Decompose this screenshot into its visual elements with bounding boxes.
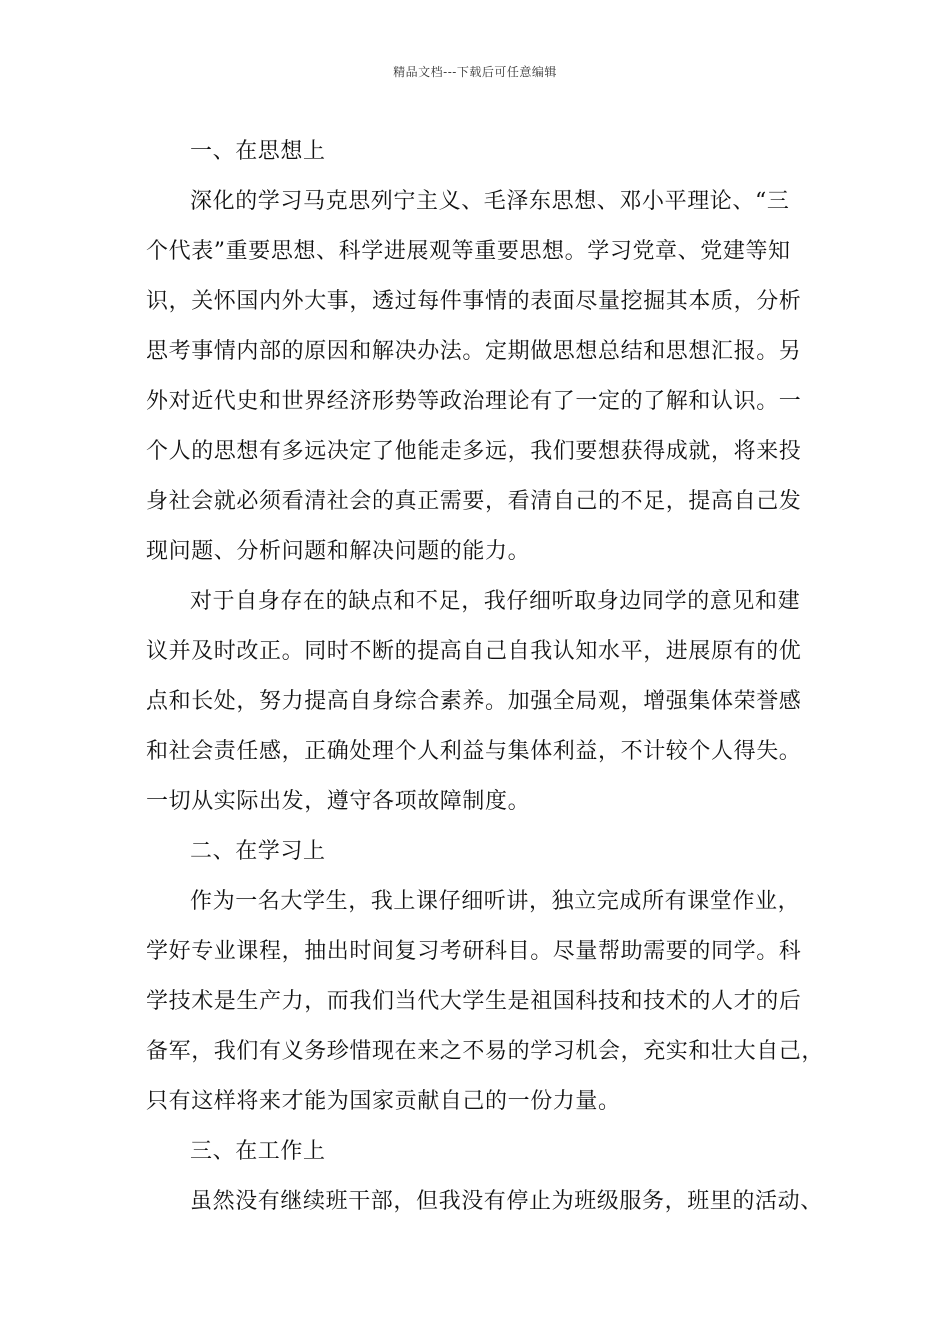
text-line: 虽然没有继续班干部，但我没有停止为班级服务，班里的活动、 [190, 1189, 823, 1214]
section-heading-study: 二、在学习上 [190, 839, 326, 864]
document-body [146, 127, 826, 1227]
text-line: 身社会就必须看清社会的真正需要，看清自己的不足，提高自己发 [146, 489, 802, 514]
text-line: 作为一名大学生，我上课仔细听讲，独立完成所有课堂作业， [190, 889, 801, 914]
text-line: 对于自身存在的缺点和不足，我仔细听取身边同学的意见和建 [190, 589, 801, 614]
text-line: 外对近代史和世界经济形势等政治理论有了一定的了解和认识。一 [146, 389, 802, 414]
paragraph-thought-1 [146, 177, 826, 577]
text-line: 一切从实际出发，遵守各项故障制度。 [146, 789, 531, 814]
text-line: 识，关怀国内外大事，透过每件事情的表面尽量挖掘其本质，分析 [146, 289, 802, 314]
paragraph-work [146, 1177, 826, 1227]
text-line: 议并及时改正。同时不断的提高自己自我认知水平，进展原有的优 [146, 639, 802, 664]
paragraph-study [146, 877, 826, 1127]
text-line: 深化的学习马克思列宁主义、毛泽东思想、邓小平理论、“三 [190, 189, 790, 214]
text-line: 学好专业课程，抽出时间复习考研科目。尽量帮助需要的同学。科 [146, 939, 802, 964]
text-line: 现问题、分析问题和解决问题的能力。 [146, 539, 531, 564]
page-header: 精品文档---下载后可任意编辑 [393, 65, 557, 79]
paragraph-thought-2 [146, 577, 826, 827]
text-line: 备军，我们有义务珍惜现在来之不易的学习机会，充实和壮大自己， [146, 1039, 825, 1064]
text-line: 只有这样将来才能为国家贡献自己的一份力量。 [146, 1089, 621, 1114]
section-heading-thought: 一、在思想上 [190, 139, 326, 164]
text-line: 思考事情内部的原因和解决办法。定期做思想总结和思想汇报。另 [146, 339, 802, 364]
text-line: 个代表”重要思想、科学进展观等重要思想。学习党章、党建等知 [146, 239, 791, 264]
text-line: 个人的思想有多远决定了他能走多远，我们要想获得成就，将来投 [146, 439, 802, 464]
section-heading-work: 三、在工作上 [190, 1139, 326, 1164]
text-line: 学技术是生产力，而我们当代大学生是祖国科技和技术的人才的后 [146, 989, 802, 1014]
text-line: 和社会责任感，正确处理个人利益与集体利益，不计较个人得失。 [146, 739, 802, 764]
text-line: 点和长处，努力提高自身综合素养。加强全局观，增强集体荣誉感 [146, 689, 802, 714]
